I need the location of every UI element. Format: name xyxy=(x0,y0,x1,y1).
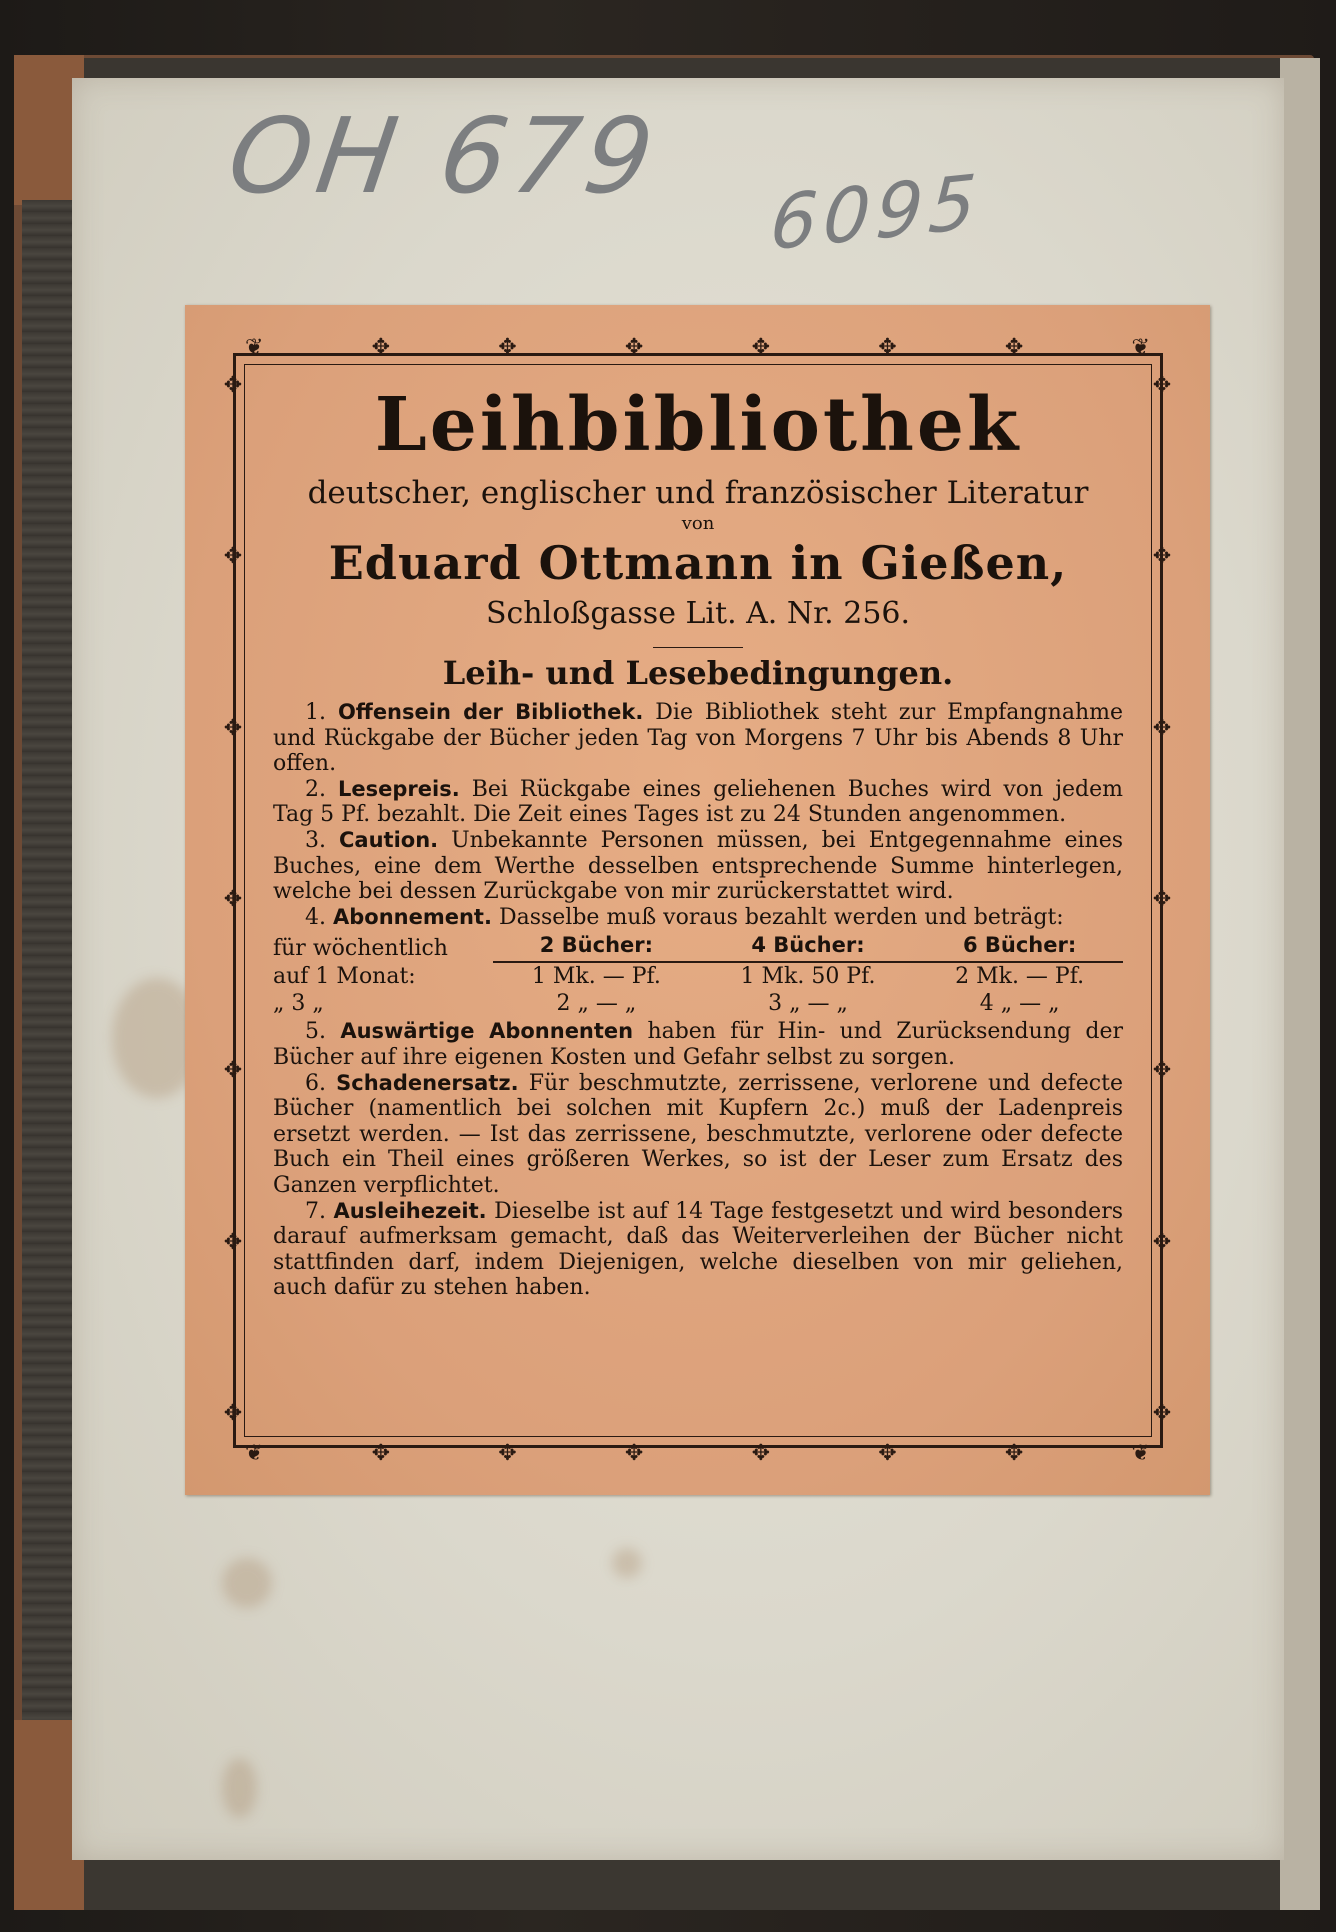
section-heading: Leih- und Lesebedingungen. xyxy=(442,653,954,692)
fleuron-icon: ✥ xyxy=(223,715,243,741)
fleuron-icon: ✥ xyxy=(1152,1400,1172,1426)
frame-ornament-bottom xyxy=(245,1441,1150,1467)
fleuron-icon: ✥ xyxy=(223,373,243,398)
rule-item: 7. Ausleihezeit. Dieselbe ist auf 14 Tage festgesetzt und wird besonders darauf aufmerksam gemacht, daß das Weiterverleihen der Bücher nicht stattfinden darf, indem Diejenigen, welche dieselben von mir geliehen, auch dafür zu stehen haben. xyxy=(273,1198,1123,1301)
fleuron-icon: ✥ xyxy=(878,1441,897,1466)
rule-item: 1. Offensein der Bibliothek. Die Bibliothek steht zur Empfangnahme und Rückgabe der Bücher jeden Tag von Morgens 7 Uhr bis Abends 8 Uhr offen. xyxy=(273,700,1124,777)
pencil-number: 6095 xyxy=(767,158,985,268)
foxing-stain xyxy=(222,1558,272,1608)
label-address: Schloßgasse Lit. A. Nr. 256. xyxy=(485,595,911,631)
fleuron-icon: ✥ xyxy=(1152,544,1172,570)
fleuron-icon: ✥ xyxy=(371,335,391,360)
fleuron-icon: ✥ xyxy=(624,1441,644,1466)
cover-bottom-edge xyxy=(60,1860,1310,1910)
fleuron-icon: ✥ xyxy=(1152,715,1172,741)
fleuron-icon: ✥ xyxy=(498,335,517,360)
rule-item: 4. Abonnement. Dasselbe muß voraus bezahlt werden und beträgt: xyxy=(305,904,1064,930)
fleuron-icon: ✥ xyxy=(223,544,243,570)
fleuron-icon: ❦ xyxy=(1131,335,1150,360)
rules-list xyxy=(273,700,1123,1301)
fleuron-icon: ✥ xyxy=(751,335,770,360)
fleuron-icon: ✥ xyxy=(1152,1229,1172,1255)
fleuron-icon: ✥ xyxy=(751,1441,770,1466)
fleuron-icon: ✥ xyxy=(878,335,897,360)
table-row: auf 1 Monat: 1 Mk. — Pf. 1 Mk. 50 Pf. 2 Mk. — Pf. xyxy=(273,964,1085,990)
label-von: von xyxy=(681,513,715,535)
frame-ornament-right xyxy=(1149,375,1175,1425)
fleuron-icon: ✥ xyxy=(223,1400,243,1426)
fleuron-icon: ✥ xyxy=(223,886,243,912)
fleuron-icon: ✥ xyxy=(624,335,644,360)
foxing-stain xyxy=(612,1548,642,1578)
fleuron-icon: ✥ xyxy=(223,1229,243,1255)
pencil-shelfmark: OH 679 xyxy=(221,95,667,217)
fleuron-icon: ✥ xyxy=(1152,886,1172,912)
table-row: für wöchentlich 2 Bücher: 4 Bücher: 6 Bücher: xyxy=(273,932,1123,962)
rule-item: 2. Lesepreis. Bei Rückgabe eines geliehenen Buches wird von jedem Tag 5 Pf. bezahlt. Die Zeit eines Tages ist zu 24 Stunden angenommen. xyxy=(273,776,1124,828)
fleuron-icon: ✥ xyxy=(1152,373,1172,398)
fleuron-icon: ✥ xyxy=(1152,1058,1172,1084)
label-subtitle: deutscher, englischer und französischer Literatur xyxy=(307,475,1089,512)
cover-spine xyxy=(22,200,77,1720)
frame-ornament-left xyxy=(220,375,246,1425)
frame-ornament-top xyxy=(245,335,1150,361)
fleuron-icon: ❦ xyxy=(245,335,264,360)
fleuron-icon: ✥ xyxy=(223,1058,243,1084)
divider xyxy=(653,647,743,648)
label-content xyxy=(273,382,1124,1301)
label-title: Leihbibliothek xyxy=(374,382,1022,468)
label-owner: Eduard Ottmann in Gießen, xyxy=(328,535,1068,590)
page-edges xyxy=(1280,58,1320,1910)
rule-item: 6. Schadenersatz. Für beschmutzte, zerrissene, verlorene und defecte Bücher (namentlich bei solchen mit Kupfern 2c.) muß der Ladenpreis ersetzt werden. — Ist das zerrissene, beschmutzte, verlorene oder defecte Buch ein Theil eines größeren Werkes, so ist der Leser zum Ersatz des Ganzen verpflichtet. xyxy=(273,1070,1123,1198)
fee-table xyxy=(273,932,1123,1017)
rule-item: 3. Caution. Unbekannte Personen müssen, bei Entgegennahme eines Buches, eine dem Werthe desselben entsprechende Summe hinterlegen, welche bei dessen Zurückgabe von mir zurückerstattet wird. xyxy=(273,827,1124,905)
fleuron-icon: ✥ xyxy=(371,1441,391,1466)
rule-item: 5. Auswärtige Abonnenten haben für Hin- und Zurücksendung der Bücher auf ihre eigenen Kosten und Gefahr selbst zu sorgen. xyxy=(273,1019,1123,1070)
fleuron-icon: ✥ xyxy=(1004,1441,1024,1466)
fleuron-icon: ✥ xyxy=(1004,335,1024,360)
table-row: „ 3 „ 2 „ — „ 3 „ — „ 4 „ — „ xyxy=(273,991,1060,1017)
fleuron-icon: ✥ xyxy=(498,1441,517,1466)
fleuron-icon: ❦ xyxy=(245,1441,264,1466)
foxing-stain xyxy=(222,1758,257,1818)
fleuron-icon: ❦ xyxy=(1131,1441,1150,1466)
library-label xyxy=(185,305,1210,1495)
